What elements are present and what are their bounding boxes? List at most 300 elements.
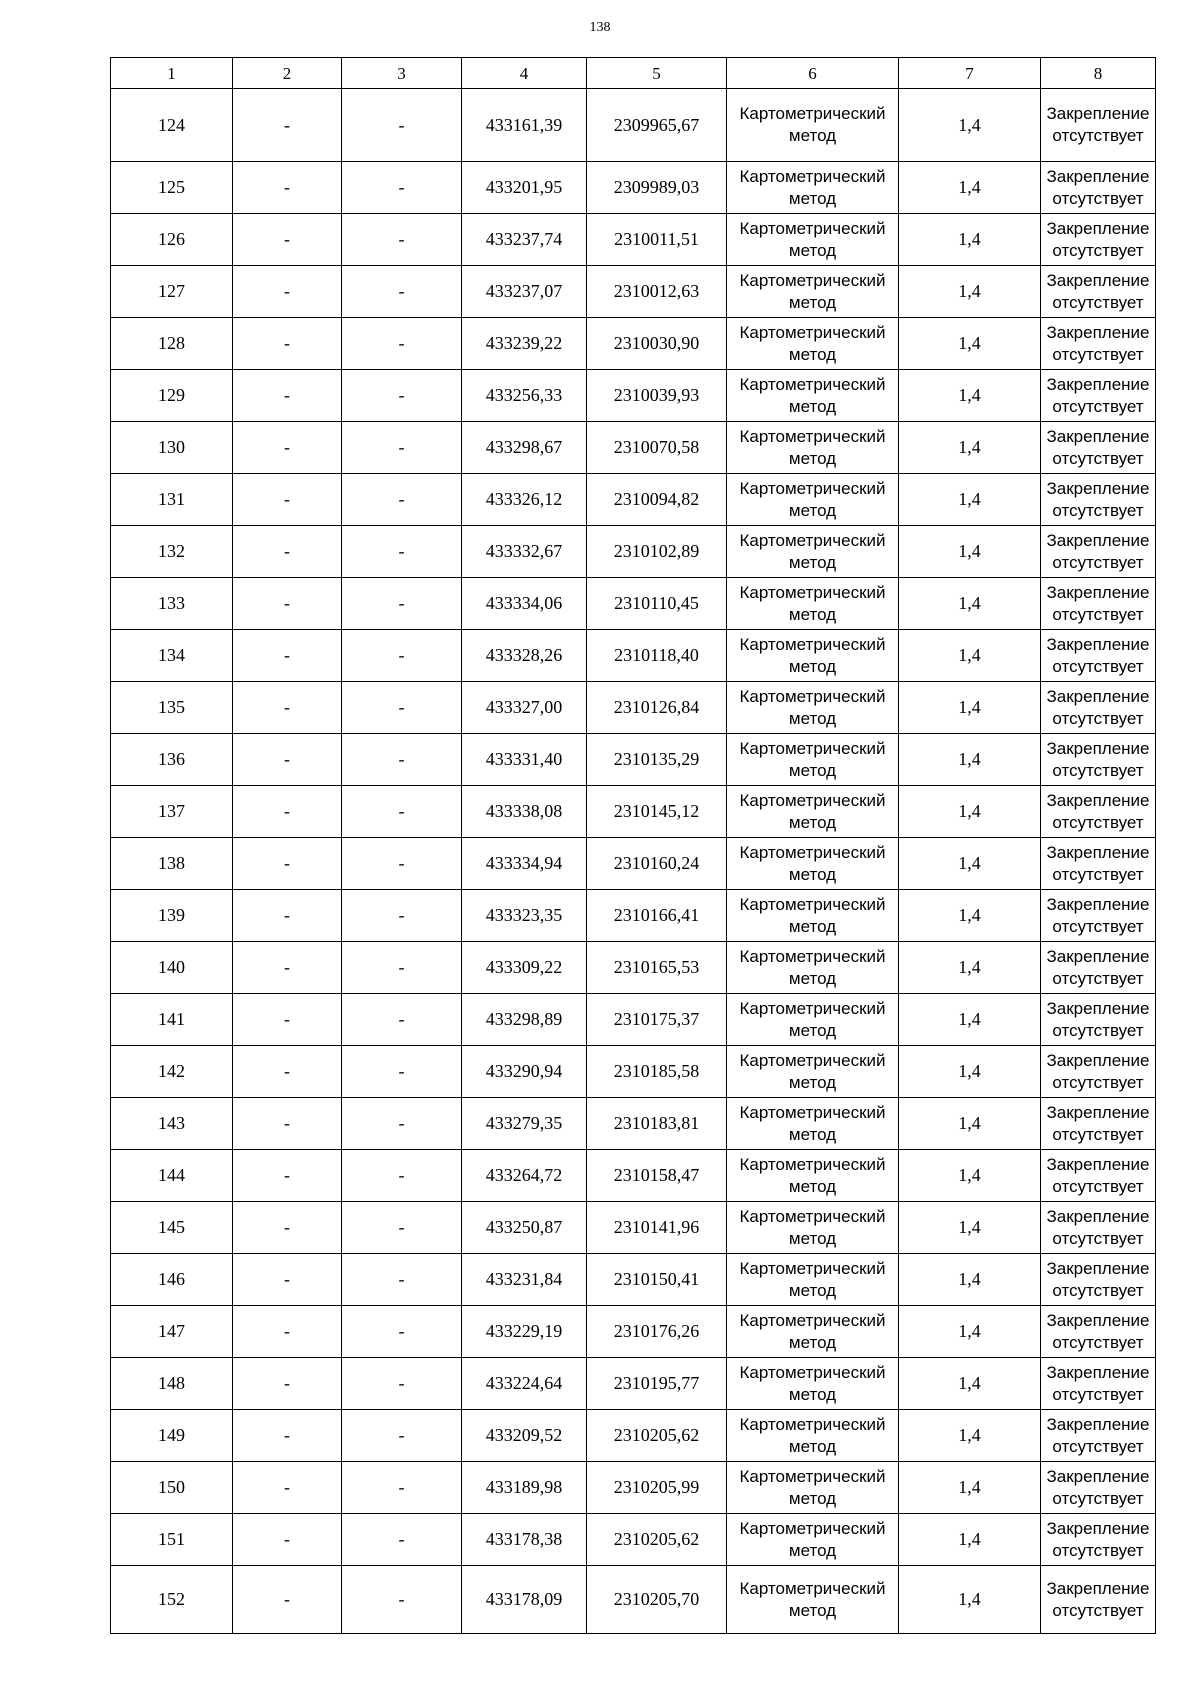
table-row bbox=[111, 1254, 1156, 1306]
column-header: 6 bbox=[727, 58, 899, 89]
y-coordinate-cell: 2310011,51 bbox=[587, 214, 727, 266]
column-2-cell: - bbox=[233, 214, 342, 266]
marker-description-text: Закрепление bbox=[1046, 166, 1150, 186]
marker-description-text: Закрепление bbox=[1046, 1258, 1150, 1278]
method-text: метод bbox=[788, 1436, 837, 1456]
y-coordinate-cell: 2309965,67 bbox=[587, 89, 727, 162]
marker-description-cell bbox=[1041, 318, 1156, 370]
column-2-cell: - bbox=[233, 1150, 342, 1202]
column-2-cell: - bbox=[233, 942, 342, 994]
method-cell bbox=[727, 838, 899, 890]
table-row bbox=[111, 682, 1156, 734]
accuracy-cell: 1,4 bbox=[899, 474, 1041, 526]
marker-description-text: отсутствует bbox=[1052, 916, 1144, 936]
marker-description-text: Закрепление bbox=[1046, 686, 1150, 706]
point-number-cell: 136 bbox=[111, 734, 233, 786]
x-coordinate-cell: 433209,52 bbox=[462, 1410, 587, 1462]
x-coordinate-cell: 433237,74 bbox=[462, 214, 587, 266]
marker-description-text: Закрепление bbox=[1046, 582, 1150, 602]
point-number-cell: 133 bbox=[111, 578, 233, 630]
marker-description-cell bbox=[1041, 630, 1156, 682]
method-text: метод bbox=[788, 552, 837, 572]
method-text: Картометрический bbox=[739, 426, 886, 446]
column-3-cell: - bbox=[342, 370, 462, 422]
marker-description-text: отсутствует bbox=[1052, 864, 1144, 884]
x-coordinate-cell: 433161,39 bbox=[462, 89, 587, 162]
marker-description-text: отсутствует bbox=[1052, 708, 1144, 728]
point-number-cell: 135 bbox=[111, 682, 233, 734]
marker-description-text: Закрепление bbox=[1046, 634, 1150, 654]
marker-description-cell bbox=[1041, 734, 1156, 786]
column-3-cell: - bbox=[342, 1098, 462, 1150]
method-text: Картометрический bbox=[739, 478, 886, 498]
marker-description-text: Закрепление bbox=[1046, 426, 1150, 446]
accuracy-cell: 1,4 bbox=[899, 630, 1041, 682]
method-text: Картометрический bbox=[739, 530, 886, 550]
column-header: 7 bbox=[899, 58, 1041, 89]
column-2-cell: - bbox=[233, 1046, 342, 1098]
accuracy-cell: 1,4 bbox=[899, 1462, 1041, 1514]
y-coordinate-cell: 2310126,84 bbox=[587, 682, 727, 734]
column-3-cell: - bbox=[342, 682, 462, 734]
marker-description-cell bbox=[1041, 786, 1156, 838]
method-text: Картометрический bbox=[739, 894, 886, 914]
table-row bbox=[111, 786, 1156, 838]
accuracy-cell: 1,4 bbox=[899, 266, 1041, 318]
method-text: Картометрический bbox=[739, 270, 886, 290]
accuracy-cell: 1,4 bbox=[899, 994, 1041, 1046]
y-coordinate-cell: 2310158,47 bbox=[587, 1150, 727, 1202]
x-coordinate-cell: 433239,22 bbox=[462, 318, 587, 370]
marker-description-text: Закрепление bbox=[1046, 946, 1150, 966]
x-coordinate-cell: 433290,94 bbox=[462, 1046, 587, 1098]
method-text: метод bbox=[788, 1540, 837, 1560]
point-number-cell: 152 bbox=[111, 1566, 233, 1634]
marker-description-text: отсутствует bbox=[1052, 1072, 1144, 1092]
marker-description-text: отсутствует bbox=[1052, 812, 1144, 832]
method-text: метод bbox=[788, 656, 837, 676]
method-cell bbox=[727, 1514, 899, 1566]
point-number-cell: 126 bbox=[111, 214, 233, 266]
column-header: 4 bbox=[462, 58, 587, 89]
method-text: метод bbox=[788, 396, 837, 416]
marker-description-cell bbox=[1041, 1566, 1156, 1634]
coordinates-table bbox=[110, 57, 1156, 1634]
marker-description-text: Закрепление bbox=[1046, 1578, 1150, 1598]
method-text: Картометрический bbox=[739, 1466, 886, 1486]
marker-description-text: отсутствует bbox=[1052, 292, 1144, 312]
marker-description-text: отсутствует bbox=[1052, 656, 1144, 676]
y-coordinate-cell: 2310205,62 bbox=[587, 1410, 727, 1462]
accuracy-cell: 1,4 bbox=[899, 422, 1041, 474]
method-text: Картометрический bbox=[739, 790, 886, 810]
method-cell bbox=[727, 1254, 899, 1306]
marker-description-text: отсутствует bbox=[1052, 500, 1144, 520]
marker-description-text: отсутствует bbox=[1052, 448, 1144, 468]
marker-description-cell bbox=[1041, 162, 1156, 214]
method-cell bbox=[727, 422, 899, 474]
method-text: Картометрический bbox=[739, 1414, 886, 1434]
marker-description-text: Закрепление bbox=[1046, 894, 1150, 914]
y-coordinate-cell: 2310135,29 bbox=[587, 734, 727, 786]
column-2-cell: - bbox=[233, 1514, 342, 1566]
x-coordinate-cell: 433178,09 bbox=[462, 1566, 587, 1634]
x-coordinate-cell: 433224,64 bbox=[462, 1358, 587, 1410]
table-row bbox=[111, 474, 1156, 526]
method-text: Картометрический bbox=[739, 104, 886, 123]
column-3-cell: - bbox=[342, 630, 462, 682]
column-3-cell: - bbox=[342, 89, 462, 162]
x-coordinate-cell: 433178,38 bbox=[462, 1514, 587, 1566]
table-row bbox=[111, 526, 1156, 578]
table-row bbox=[111, 1514, 1156, 1566]
marker-description-text: Закрепление bbox=[1046, 1362, 1150, 1382]
method-cell bbox=[727, 214, 899, 266]
accuracy-cell: 1,4 bbox=[899, 578, 1041, 630]
marker-description-text: отсутствует bbox=[1052, 968, 1144, 988]
column-3-cell: - bbox=[342, 942, 462, 994]
header-row bbox=[111, 58, 1156, 89]
marker-description-cell bbox=[1041, 474, 1156, 526]
column-2-cell: - bbox=[233, 1098, 342, 1150]
table-row bbox=[111, 370, 1156, 422]
column-3-cell: - bbox=[342, 1514, 462, 1566]
marker-description-text: отсутствует bbox=[1052, 1332, 1144, 1352]
marker-description-cell bbox=[1041, 1514, 1156, 1566]
accuracy-cell: 1,4 bbox=[899, 1046, 1041, 1098]
method-text: Картометрический bbox=[739, 634, 886, 654]
method-cell bbox=[727, 162, 899, 214]
method-text: метод bbox=[788, 188, 837, 208]
method-text: метод bbox=[788, 1228, 837, 1248]
table-row bbox=[111, 318, 1156, 370]
table-row bbox=[111, 1306, 1156, 1358]
column-3-cell: - bbox=[342, 422, 462, 474]
accuracy-cell: 1,4 bbox=[899, 370, 1041, 422]
table-row bbox=[111, 1150, 1156, 1202]
point-number-cell: 124 bbox=[111, 89, 233, 162]
column-3-cell: - bbox=[342, 318, 462, 370]
accuracy-cell: 1,4 bbox=[899, 1254, 1041, 1306]
accuracy-cell: 1,4 bbox=[899, 734, 1041, 786]
method-cell bbox=[727, 994, 899, 1046]
column-3-cell: - bbox=[342, 474, 462, 526]
x-coordinate-cell: 433334,94 bbox=[462, 838, 587, 890]
column-2-cell: - bbox=[233, 89, 342, 162]
marker-description-cell bbox=[1041, 942, 1156, 994]
marker-description-cell bbox=[1041, 1098, 1156, 1150]
point-number-cell: 143 bbox=[111, 1098, 233, 1150]
column-2-cell: - bbox=[233, 1566, 342, 1634]
table-row bbox=[111, 1046, 1156, 1098]
x-coordinate-cell: 433256,33 bbox=[462, 370, 587, 422]
column-2-cell: - bbox=[233, 682, 342, 734]
method-text: метод bbox=[788, 292, 837, 312]
column-3-cell: - bbox=[342, 786, 462, 838]
y-coordinate-cell: 2310183,81 bbox=[587, 1098, 727, 1150]
column-header: 3 bbox=[342, 58, 462, 89]
x-coordinate-cell: 433328,26 bbox=[462, 630, 587, 682]
marker-description-text: отсутствует bbox=[1052, 760, 1144, 780]
method-text: Картометрический bbox=[739, 218, 886, 238]
method-text: Картометрический bbox=[739, 738, 886, 758]
marker-description-text: Закрепление bbox=[1046, 1050, 1150, 1070]
method-cell bbox=[727, 318, 899, 370]
column-3-cell: - bbox=[342, 1306, 462, 1358]
marker-description-text: Закрепление bbox=[1046, 998, 1150, 1018]
column-3-cell: - bbox=[342, 162, 462, 214]
x-coordinate-cell: 433279,35 bbox=[462, 1098, 587, 1150]
column-3-cell: - bbox=[342, 266, 462, 318]
y-coordinate-cell: 2310166,41 bbox=[587, 890, 727, 942]
method-cell bbox=[727, 1046, 899, 1098]
method-text: Картометрический bbox=[739, 166, 886, 186]
point-number-cell: 125 bbox=[111, 162, 233, 214]
point-number-cell: 146 bbox=[111, 1254, 233, 1306]
method-text: Картометрический bbox=[739, 1310, 886, 1330]
table-row bbox=[111, 1358, 1156, 1410]
method-cell bbox=[727, 1306, 899, 1358]
y-coordinate-cell: 2310205,70 bbox=[587, 1566, 727, 1634]
x-coordinate-cell: 433323,35 bbox=[462, 890, 587, 942]
column-3-cell: - bbox=[342, 214, 462, 266]
method-text: метод bbox=[788, 1332, 837, 1352]
accuracy-cell: 1,4 bbox=[899, 1202, 1041, 1254]
x-coordinate-cell: 433237,07 bbox=[462, 266, 587, 318]
column-3-cell: - bbox=[342, 526, 462, 578]
point-number-cell: 145 bbox=[111, 1202, 233, 1254]
marker-description-cell bbox=[1041, 838, 1156, 890]
marker-description-cell bbox=[1041, 214, 1156, 266]
y-coordinate-cell: 2310185,58 bbox=[587, 1046, 727, 1098]
marker-description-cell bbox=[1041, 1462, 1156, 1514]
column-2-cell: - bbox=[233, 578, 342, 630]
marker-description-cell bbox=[1041, 1254, 1156, 1306]
method-text: метод bbox=[788, 1280, 837, 1300]
column-2-cell: - bbox=[233, 1306, 342, 1358]
y-coordinate-cell: 2310175,37 bbox=[587, 994, 727, 1046]
method-cell bbox=[727, 1410, 899, 1462]
point-number-cell: 151 bbox=[111, 1514, 233, 1566]
table-row bbox=[111, 838, 1156, 890]
column-2-cell: - bbox=[233, 734, 342, 786]
point-number-cell: 147 bbox=[111, 1306, 233, 1358]
marker-description-cell bbox=[1041, 682, 1156, 734]
y-coordinate-cell: 2310205,99 bbox=[587, 1462, 727, 1514]
marker-description-text: отсутствует bbox=[1052, 188, 1144, 208]
column-3-cell: - bbox=[342, 1202, 462, 1254]
marker-description-text: Закрепление bbox=[1046, 1310, 1150, 1330]
method-text: метод bbox=[788, 126, 837, 145]
marker-description-text: отсутствует bbox=[1052, 604, 1144, 624]
column-2-cell: - bbox=[233, 266, 342, 318]
method-text: метод bbox=[788, 448, 837, 468]
method-text: метод bbox=[788, 1600, 837, 1620]
method-cell bbox=[727, 1202, 899, 1254]
accuracy-cell: 1,4 bbox=[899, 786, 1041, 838]
method-text: Картометрический bbox=[739, 1102, 886, 1122]
marker-description-text: отсутствует bbox=[1052, 1488, 1144, 1508]
column-2-cell: - bbox=[233, 890, 342, 942]
accuracy-cell: 1,4 bbox=[899, 1150, 1041, 1202]
x-coordinate-cell: 433338,08 bbox=[462, 786, 587, 838]
column-2-cell: - bbox=[233, 1410, 342, 1462]
point-number-cell: 134 bbox=[111, 630, 233, 682]
table-row bbox=[111, 1566, 1156, 1634]
accuracy-cell: 1,4 bbox=[899, 1514, 1041, 1566]
x-coordinate-cell: 433250,87 bbox=[462, 1202, 587, 1254]
marker-description-text: отсутствует bbox=[1052, 240, 1144, 260]
table-row bbox=[111, 994, 1156, 1046]
accuracy-cell: 1,4 bbox=[899, 1098, 1041, 1150]
marker-description-cell bbox=[1041, 526, 1156, 578]
method-text: метод bbox=[788, 812, 837, 832]
column-3-cell: - bbox=[342, 1046, 462, 1098]
column-3-cell: - bbox=[342, 1254, 462, 1306]
table-row bbox=[111, 942, 1156, 994]
method-cell bbox=[727, 1358, 899, 1410]
method-cell bbox=[727, 1098, 899, 1150]
column-2-cell: - bbox=[233, 422, 342, 474]
method-text: Картометрический bbox=[739, 1154, 886, 1174]
y-coordinate-cell: 2310118,40 bbox=[587, 630, 727, 682]
method-cell bbox=[727, 890, 899, 942]
accuracy-cell: 1,4 bbox=[899, 942, 1041, 994]
point-number-cell: 128 bbox=[111, 318, 233, 370]
column-2-cell: - bbox=[233, 526, 342, 578]
x-coordinate-cell: 433326,12 bbox=[462, 474, 587, 526]
method-text: Картометрический bbox=[739, 1518, 886, 1538]
marker-description-text: Закрепление bbox=[1046, 478, 1150, 498]
method-text: метод bbox=[788, 864, 837, 884]
column-3-cell: - bbox=[342, 838, 462, 890]
column-2-cell: - bbox=[233, 1254, 342, 1306]
method-text: метод bbox=[788, 344, 837, 364]
marker-description-cell bbox=[1041, 1306, 1156, 1358]
y-coordinate-cell: 2310102,89 bbox=[587, 526, 727, 578]
y-coordinate-cell: 2310205,62 bbox=[587, 1514, 727, 1566]
marker-description-text: отсутствует bbox=[1052, 1384, 1144, 1404]
marker-description-cell bbox=[1041, 1150, 1156, 1202]
column-2-cell: - bbox=[233, 838, 342, 890]
method-text: Картометрический bbox=[739, 374, 886, 394]
method-text: метод bbox=[788, 1176, 837, 1196]
accuracy-cell: 1,4 bbox=[899, 318, 1041, 370]
marker-description-text: Закрепление bbox=[1046, 1414, 1150, 1434]
marker-description-text: отсутствует bbox=[1052, 1540, 1144, 1560]
y-coordinate-cell: 2310030,90 bbox=[587, 318, 727, 370]
marker-description-text: отсутствует bbox=[1052, 126, 1144, 145]
column-3-cell: - bbox=[342, 994, 462, 1046]
column-3-cell: - bbox=[342, 1566, 462, 1634]
x-coordinate-cell: 433298,89 bbox=[462, 994, 587, 1046]
y-coordinate-cell: 2310012,63 bbox=[587, 266, 727, 318]
x-coordinate-cell: 433332,67 bbox=[462, 526, 587, 578]
method-text: метод bbox=[788, 500, 837, 520]
y-coordinate-cell: 2310160,24 bbox=[587, 838, 727, 890]
accuracy-cell: 1,4 bbox=[899, 1358, 1041, 1410]
method-cell bbox=[727, 734, 899, 786]
method-text: Картометрический bbox=[739, 1578, 886, 1598]
marker-description-text: отсутствует bbox=[1052, 1600, 1144, 1620]
marker-description-text: Закрепление bbox=[1046, 1518, 1150, 1538]
column-3-cell: - bbox=[342, 1410, 462, 1462]
marker-description-text: отсутствует bbox=[1052, 1124, 1144, 1144]
point-number-cell: 148 bbox=[111, 1358, 233, 1410]
method-cell bbox=[727, 942, 899, 994]
column-3-cell: - bbox=[342, 1150, 462, 1202]
marker-description-text: Закрепление bbox=[1046, 1206, 1150, 1226]
y-coordinate-cell: 2310141,96 bbox=[587, 1202, 727, 1254]
method-text: метод bbox=[788, 1124, 837, 1144]
x-coordinate-cell: 433231,84 bbox=[462, 1254, 587, 1306]
x-coordinate-cell: 433189,98 bbox=[462, 1462, 587, 1514]
x-coordinate-cell: 433327,00 bbox=[462, 682, 587, 734]
marker-description-text: Закрепление bbox=[1046, 104, 1150, 123]
method-cell bbox=[727, 630, 899, 682]
marker-description-cell bbox=[1041, 422, 1156, 474]
method-text: метод bbox=[788, 1488, 837, 1508]
table-row bbox=[111, 1202, 1156, 1254]
y-coordinate-cell: 2310165,53 bbox=[587, 942, 727, 994]
marker-description-text: Закрепление bbox=[1046, 1466, 1150, 1486]
method-text: метод bbox=[788, 604, 837, 624]
column-header: 1 bbox=[111, 58, 233, 89]
method-cell bbox=[727, 1462, 899, 1514]
marker-description-text: Закрепление bbox=[1046, 530, 1150, 550]
accuracy-cell: 1,4 bbox=[899, 526, 1041, 578]
column-2-cell: - bbox=[233, 318, 342, 370]
column-2-cell: - bbox=[233, 162, 342, 214]
method-text: метод bbox=[788, 760, 837, 780]
column-2-cell: - bbox=[233, 474, 342, 526]
x-coordinate-cell: 433298,67 bbox=[462, 422, 587, 474]
point-number-cell: 132 bbox=[111, 526, 233, 578]
method-cell bbox=[727, 578, 899, 630]
method-text: метод bbox=[788, 916, 837, 936]
method-text: метод bbox=[788, 1072, 837, 1092]
method-text: Картометрический bbox=[739, 686, 886, 706]
point-number-cell: 127 bbox=[111, 266, 233, 318]
column-2-cell: - bbox=[233, 630, 342, 682]
column-2-cell: - bbox=[233, 786, 342, 838]
method-cell bbox=[727, 89, 899, 162]
x-coordinate-cell: 433309,22 bbox=[462, 942, 587, 994]
marker-description-text: отсутствует bbox=[1052, 1228, 1144, 1248]
column-header: 8 bbox=[1041, 58, 1156, 89]
column-3-cell: - bbox=[342, 578, 462, 630]
marker-description-cell bbox=[1041, 1410, 1156, 1462]
y-coordinate-cell: 2309989,03 bbox=[587, 162, 727, 214]
column-3-cell: - bbox=[342, 890, 462, 942]
point-number-cell: 129 bbox=[111, 370, 233, 422]
table-row bbox=[111, 422, 1156, 474]
accuracy-cell: 1,4 bbox=[899, 89, 1041, 162]
accuracy-cell: 1,4 bbox=[899, 162, 1041, 214]
accuracy-cell: 1,4 bbox=[899, 890, 1041, 942]
point-number-cell: 142 bbox=[111, 1046, 233, 1098]
y-coordinate-cell: 2310195,77 bbox=[587, 1358, 727, 1410]
method-cell bbox=[727, 370, 899, 422]
point-number-cell: 130 bbox=[111, 422, 233, 474]
marker-description-cell bbox=[1041, 1046, 1156, 1098]
method-text: метод bbox=[788, 240, 837, 260]
accuracy-cell: 1,4 bbox=[899, 1566, 1041, 1634]
method-text: Картометрический bbox=[739, 1258, 886, 1278]
method-cell bbox=[727, 474, 899, 526]
accuracy-cell: 1,4 bbox=[899, 214, 1041, 266]
point-number-cell: 144 bbox=[111, 1150, 233, 1202]
